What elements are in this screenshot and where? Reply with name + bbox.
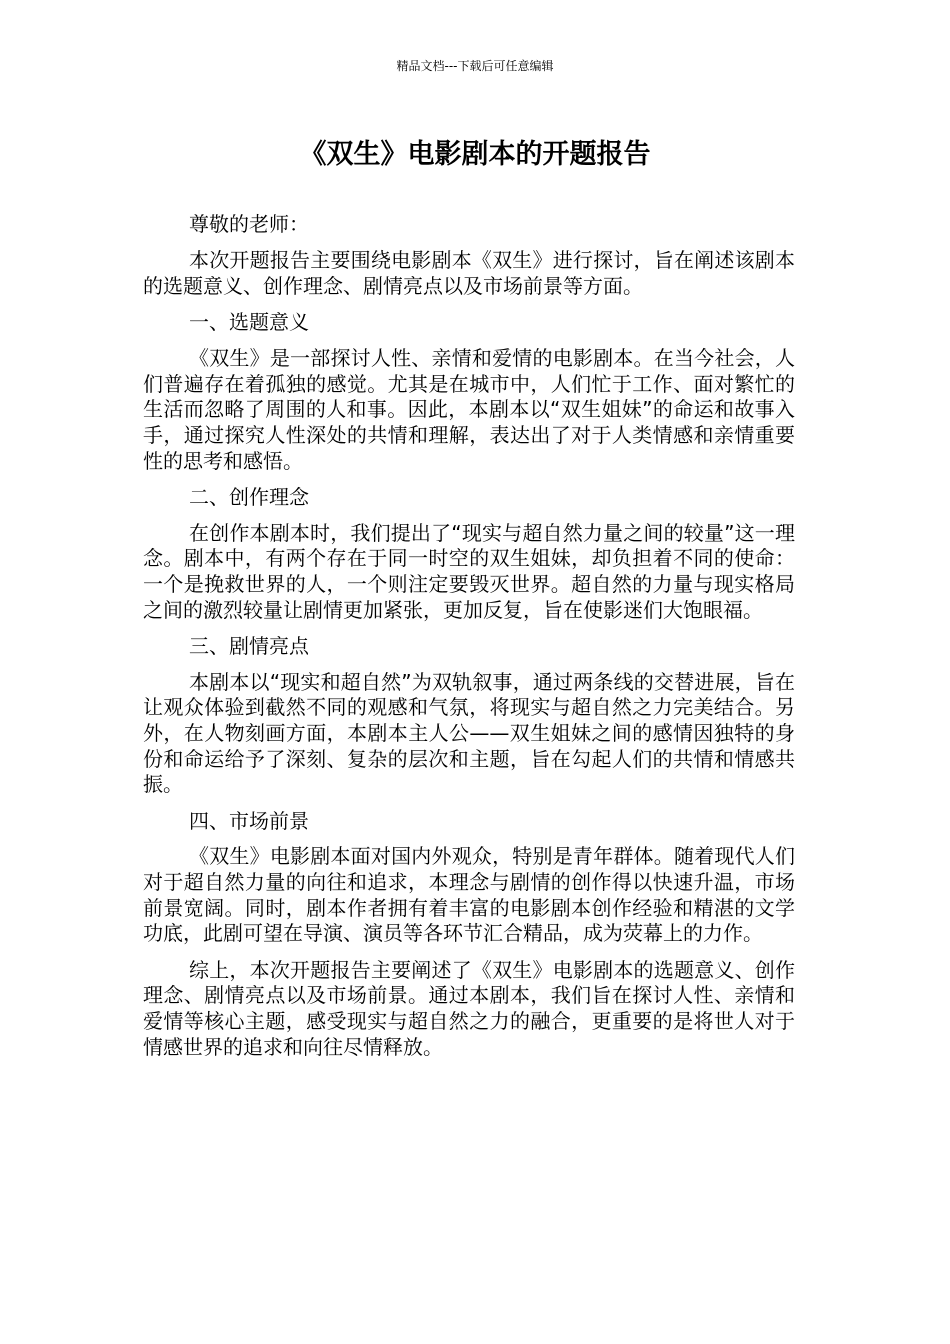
section-heading-market-prospects: 四、市场前景 [189, 808, 309, 833]
section-heading-creative-concept: 二、创作理念 [189, 484, 309, 509]
section-heading-topic-significance: 一、选题意义 [189, 310, 309, 335]
section-paragraph-plot-highlights: 本剧本以“现实和超自然”为双轨叙事，通过两条线的交替进展，旨在让观众体验到截然不同的观感和气氛，将现实与超自然之力完美结合。另外，在人物刻画方面，本剧本主人公——双生姐妹之间的感情因独特的身份和命运给予了深刻、复杂的层次和主题，旨在勾起人们的共情和情感共振。 [143, 669, 795, 797]
section-paragraph-market-prospects: 《双生》电影剧本面对国内外观众，特别是青年群体。随着现代人们对于超自然力量的向往和追求，本理念与剧情的创作得以快速升温，市场前景宽阔。同时，剧本作者拥有着丰富的电影剧本创作经验和精湛的文学功底，此剧可望在导演、演员等各环节汇合精品，成为荧幕上的力作。 [143, 844, 795, 946]
section-paragraph-creative-concept: 在创作本剧本时，我们提出了“现实与超自然力量之间的较量”这一理念。剧本中，有两个存在于同一时空的双生姐妹，却负担着不同的使命：一个是挽救世界的人，一个则注定要毁灭世界。超自然的力量与现实格局之间的激烈较量让剧情更加紧张，更加反复，旨在使影迷们大饱眼福。 [143, 520, 795, 622]
section-heading-plot-highlights: 三、剧情亮点 [189, 633, 309, 658]
page-header: 精品文档---下载后可任意编辑 [396, 59, 554, 73]
conclusion-paragraph: 综上，本次开题报告主要阐述了《双生》电影剧本的选题意义、创作理念、剧情亮点以及市场前景。通过本剧本，我们旨在探讨人性、亲情和爱情等核心主题，感受现实与超自然之力的融合，更重要的是将世人对于情感世界的追求和向往尽情释放。 [143, 957, 795, 1059]
section-paragraph-topic-significance: 《双生》是一部探讨人性、亲情和爱情的电影剧本。在当今社会，人们普遍存在着孤独的感觉。尤其是在城市中，人们忙于工作、面对繁忙的生活而忽略了周围的人和事。因此，本剧本以“双生姐妹”的命运和故事入手，通过探究人性深处的共情和理解，表达出了对于人类情感和亲情重要性的思考和感悟。 [143, 345, 795, 473]
document-title: 《双生》电影剧本的开题报告 [299, 139, 651, 170]
document-body [143, 212, 795, 1071]
intro-paragraph: 本次开题报告主要围绕电影剧本《双生》进行探讨，旨在阐述该剧本的选题意义、创作理念、剧情亮点以及市场前景等方面。 [143, 248, 795, 298]
salutation: 尊敬的老师： [189, 212, 309, 236]
